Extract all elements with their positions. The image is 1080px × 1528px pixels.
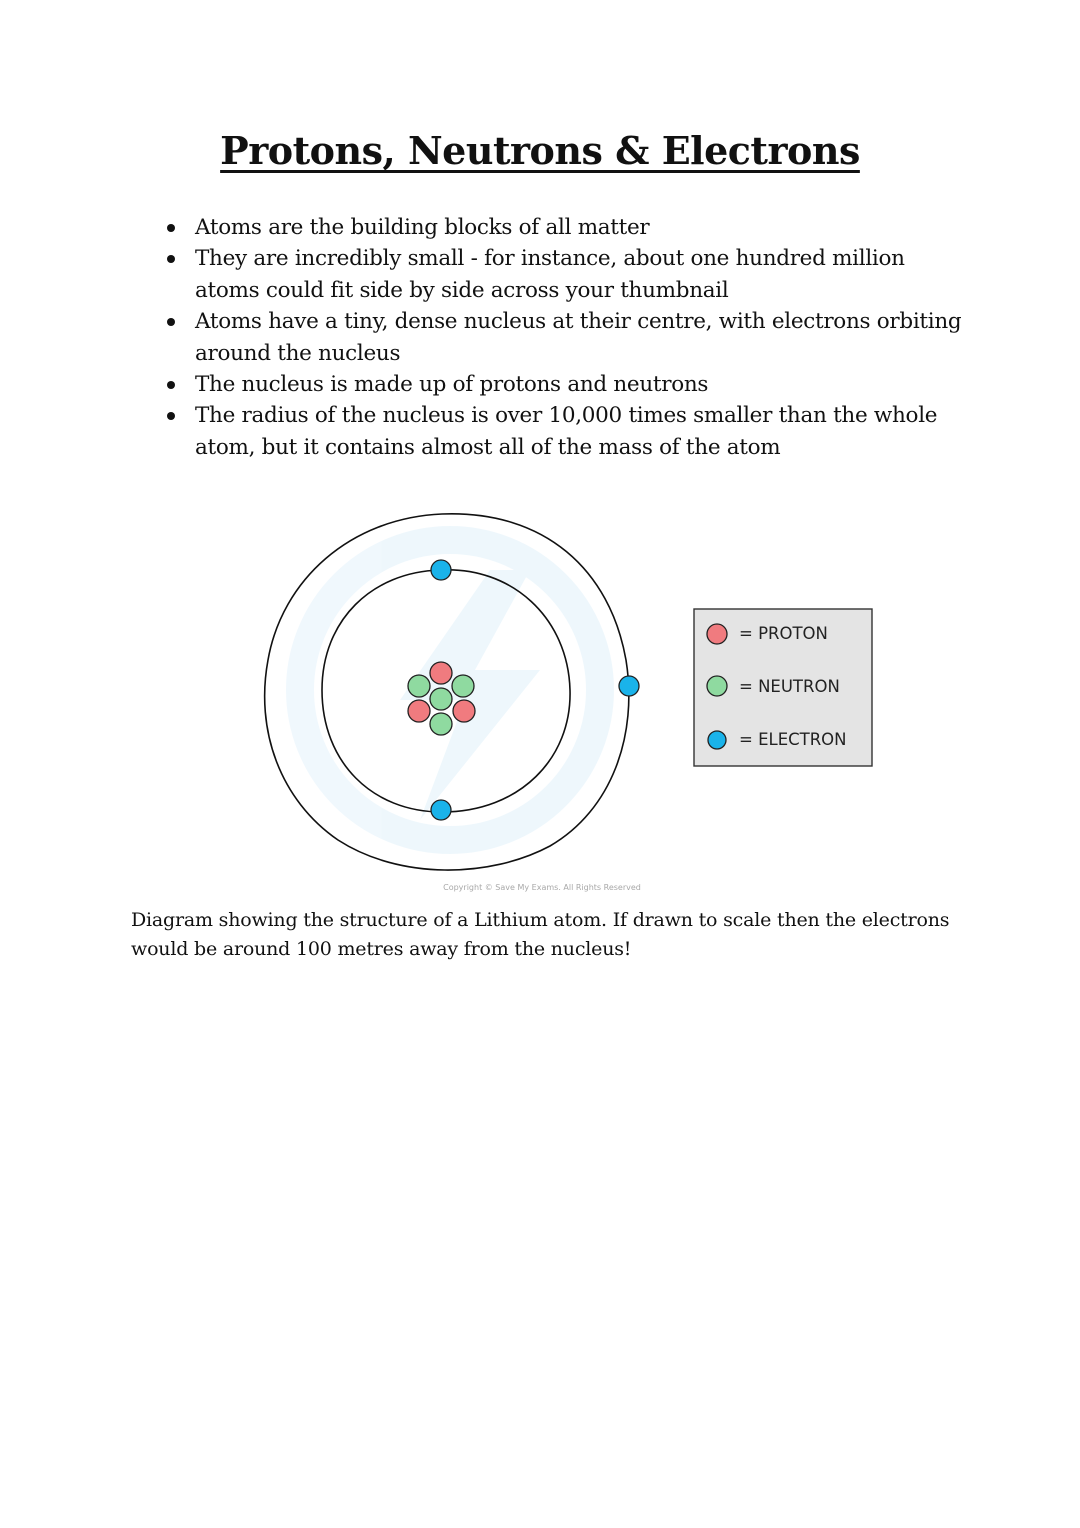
proton-particle	[430, 662, 452, 684]
list-item	[163, 400, 963, 463]
electron-particle	[431, 800, 451, 820]
list-item-text: Atoms have a tiny, dense nucleus at their centre, with electrons orbiting around the nucleus	[195, 309, 962, 366]
list-item	[163, 306, 963, 369]
electron-legend-icon	[708, 731, 726, 749]
bullet-icon	[167, 224, 175, 232]
page-title: Protons, Neutrons & Electrons	[220, 128, 860, 173]
list-item-text: They are incredibly small - for instance, about one hundred million atoms could fit side by side across your thumbnail	[195, 246, 905, 303]
lithium-atom-diagram	[250, 500, 890, 900]
neutron-particle	[408, 675, 430, 697]
neutron-particle	[452, 675, 474, 697]
legend-proton-label: = PROTON	[739, 624, 828, 643]
proton-particle	[408, 700, 430, 722]
copyright-notice: Copyright © Save My Exams. All Rights Reserved	[443, 883, 641, 892]
electron-particle	[431, 560, 451, 580]
neutron-particle	[430, 688, 452, 710]
legend-neutron-label: = NEUTRON	[739, 677, 840, 696]
bullet-icon	[167, 318, 175, 326]
list-item-text: The nucleus is made up of protons and neutrons	[195, 372, 709, 398]
list-item	[163, 369, 963, 400]
diagram-caption: Diagram showing the structure of a Lithium atom. If drawn to scale then the electrons would be around 100 metres away from the nucleus!	[131, 909, 950, 960]
bullet-icon	[167, 381, 175, 389]
legend	[694, 609, 872, 766]
proton-legend-icon	[707, 624, 727, 644]
watermark-icon	[300, 540, 600, 840]
bullet-icon	[167, 255, 175, 263]
legend-electron-label: = ELECTRON	[739, 730, 847, 749]
list-item	[163, 243, 963, 306]
proton-particle	[453, 700, 475, 722]
bullet-icon	[167, 412, 175, 420]
list-item	[163, 212, 963, 243]
bullet-list	[163, 212, 963, 463]
neutron-legend-icon	[707, 676, 727, 696]
neutron-particle	[430, 713, 452, 735]
list-item-text: Atoms are the building blocks of all matter	[195, 215, 650, 240]
electron-particle	[619, 676, 639, 696]
list-item-text: The radius of the nucleus is over 10,000 times smaller than the whole atom, but it contains almost all of the mass of the atom	[195, 403, 938, 460]
